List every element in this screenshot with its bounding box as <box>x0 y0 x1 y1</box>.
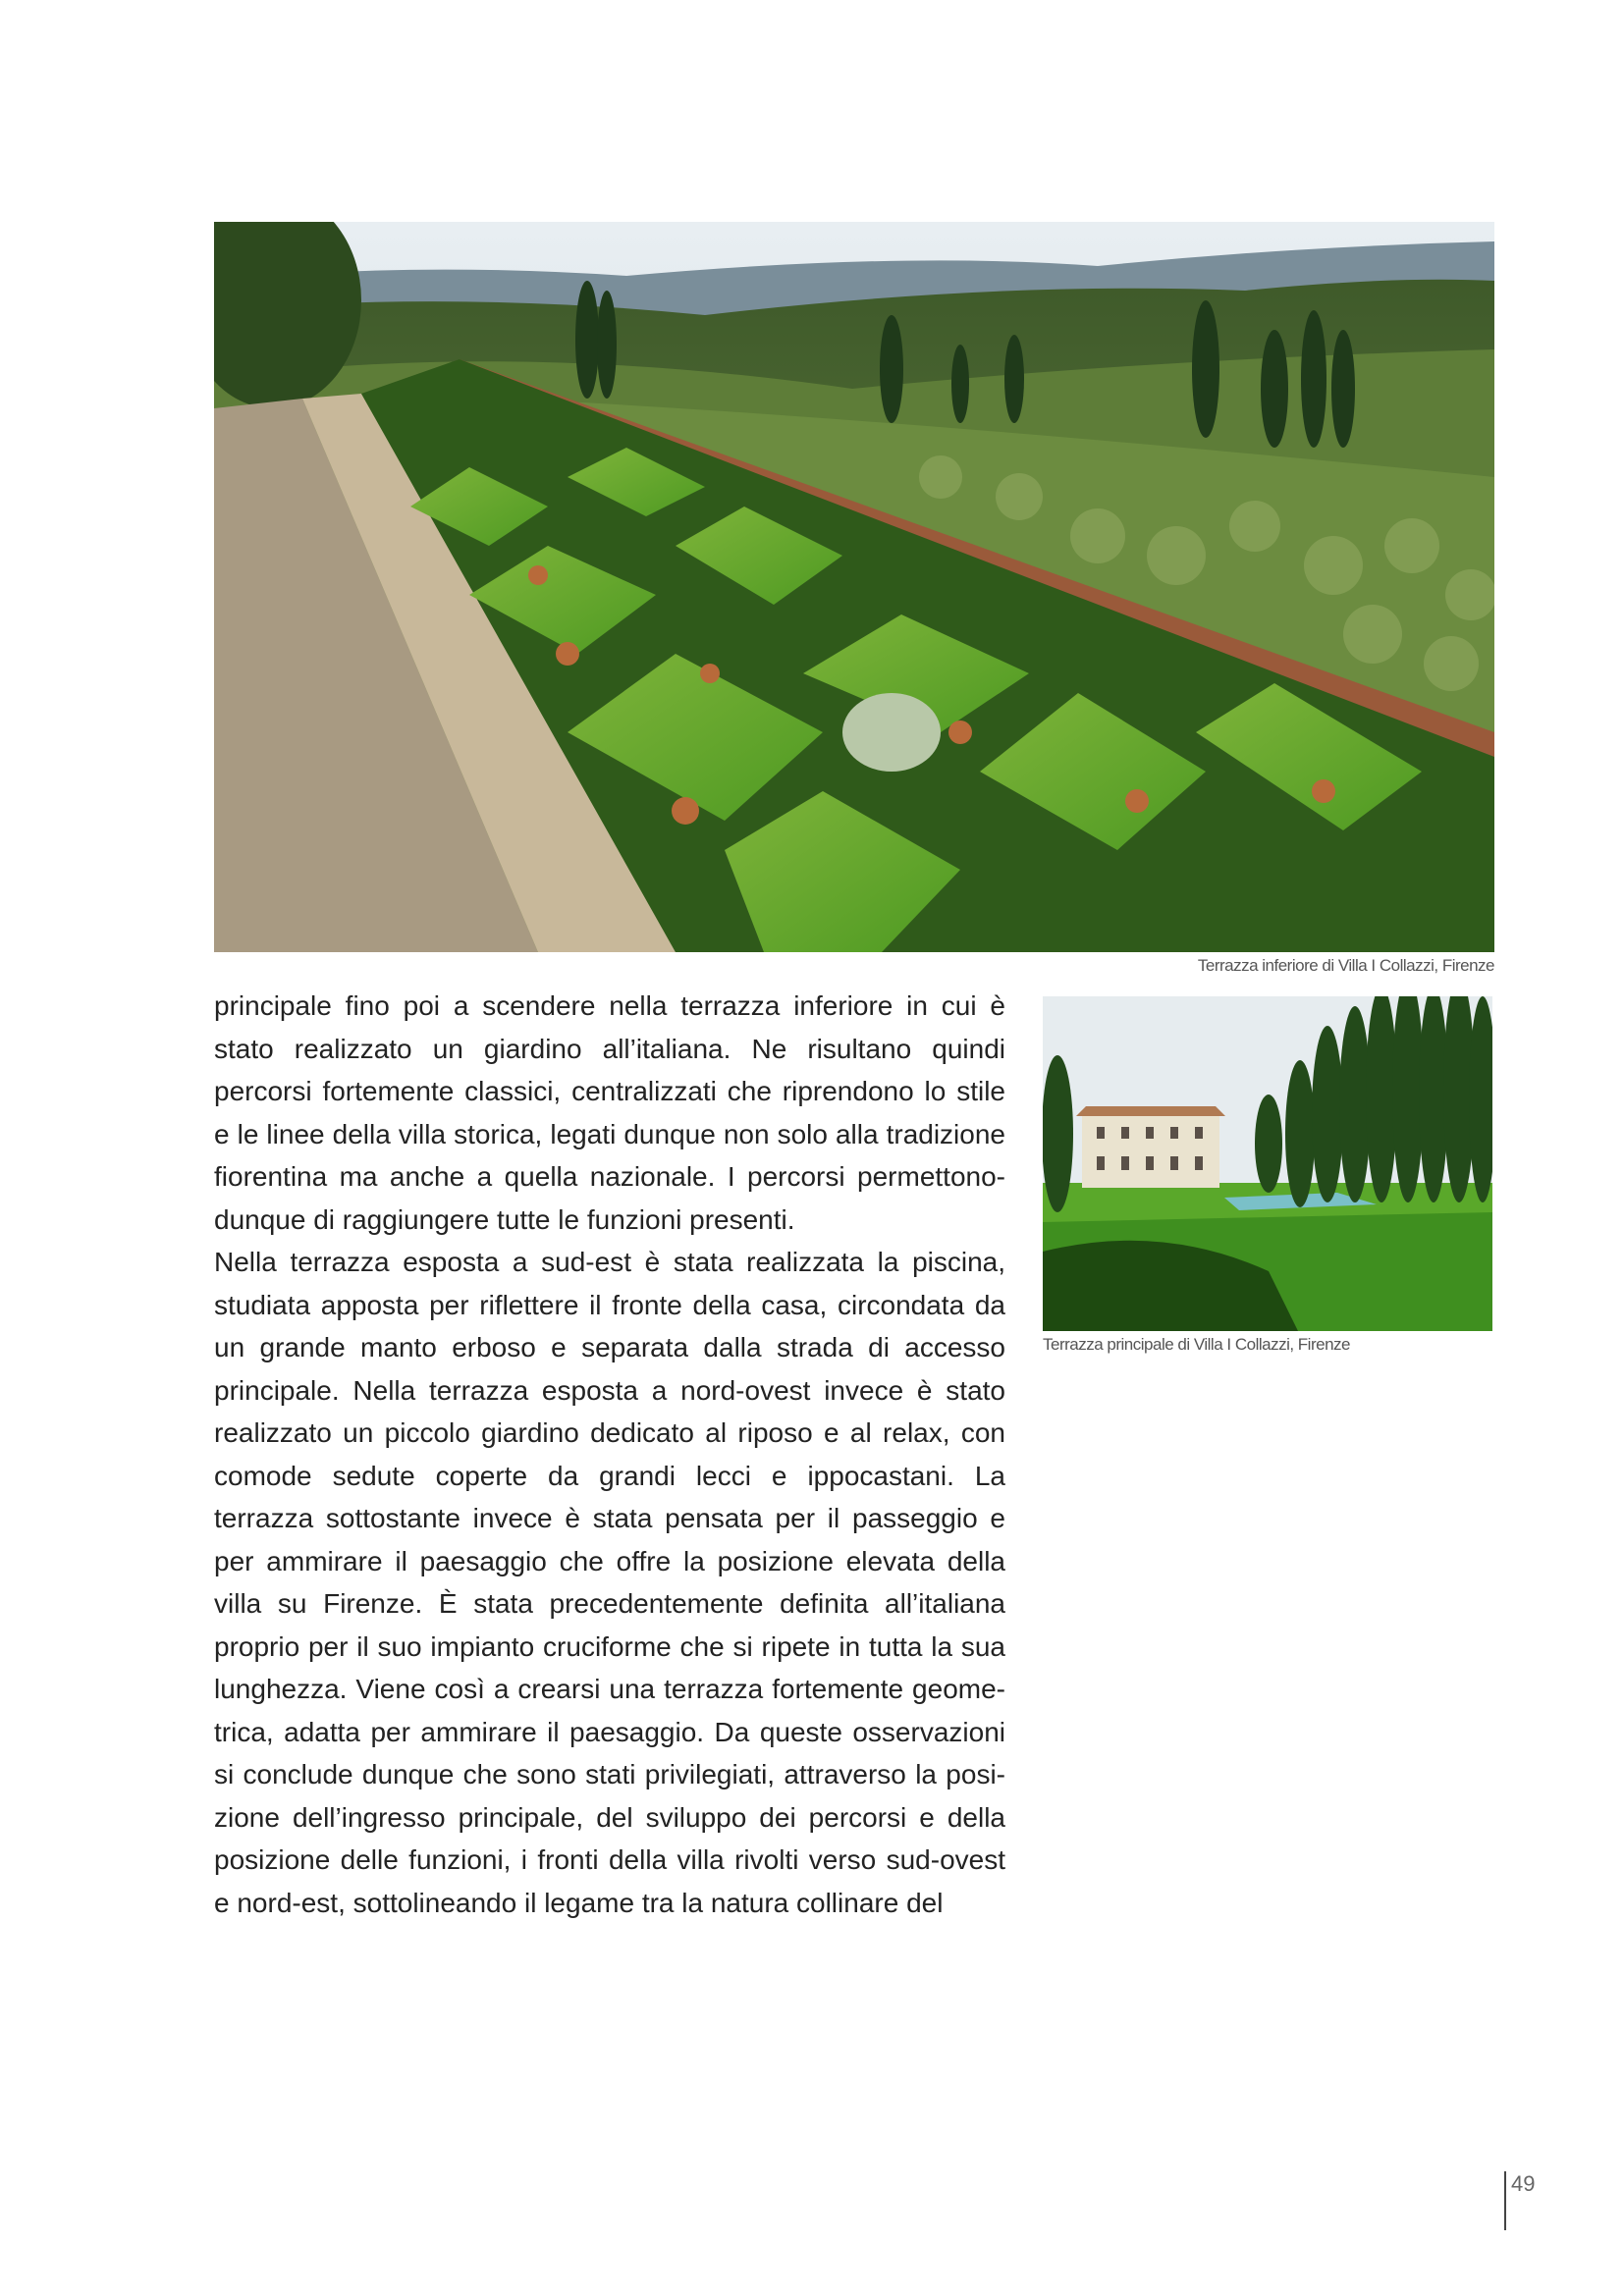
page-number: 49 <box>1504 2171 1535 2230</box>
body-text <box>214 985 1005 1924</box>
main-photo-caption: Terrazza inferiore di Villa I Collazzi, Firenze <box>1197 956 1494 975</box>
paragraph: principale fino poi a scendere nella terrazza inferiore in cui è stato realizzato un giardino all’italiana. Ne risultano quindi percorsi fortemente classici, centralizzati che riprendono lo stile e le linee della villa storica, legati dunque non solo alla tradizione fiorentina ma anche a quella nazionale. I percorsi permettonodunque di raggiungere tutte le funzioni presenti. <box>214 990 1005 1235</box>
paragraph: Nella terrazza esposta a sud-est è stata realizzata la piscina, studiata apposta per riflettere il fronte della casa, circondata da un grande manto erboso e separata dalla strada di accesso principale. Nella terrazza esposta a nord-ovest invece è stato realizzato un piccolo giardino dedicato al riposo e al relax, con comode sedute coperte da grandi lecci e ippocastani. La terrazza sottostante invece è stata pensata per il passeggio e per ammirare il paesaggio che offre la posizione elevata della villa su Firenze. È stata precedentemente definita all’italiana proprio per il suo impianto cruciforme che si ripete in tutta la sua lunghezza. Viene così a crearsi una terrazza fortemente geometrica, adatta per ammirare il paesaggio. Da queste osservazioni si conclude dunque che sono stati privilegiati, attraverso la posizione dell’ingresso principale, del sviluppo dei percorsi e della posizione delle funzioni, i fronti della villa rivolti verso sud-ovest e nord-est, sottolineando il legame tra la natura collinare del <box>214 1247 1005 1918</box>
terrace-garden-photo <box>214 222 1494 952</box>
side-photo-caption: Terrazza principale di Villa I Collazzi, Firenze <box>1043 1335 1350 1354</box>
villa-pool-photo <box>1043 996 1492 1331</box>
